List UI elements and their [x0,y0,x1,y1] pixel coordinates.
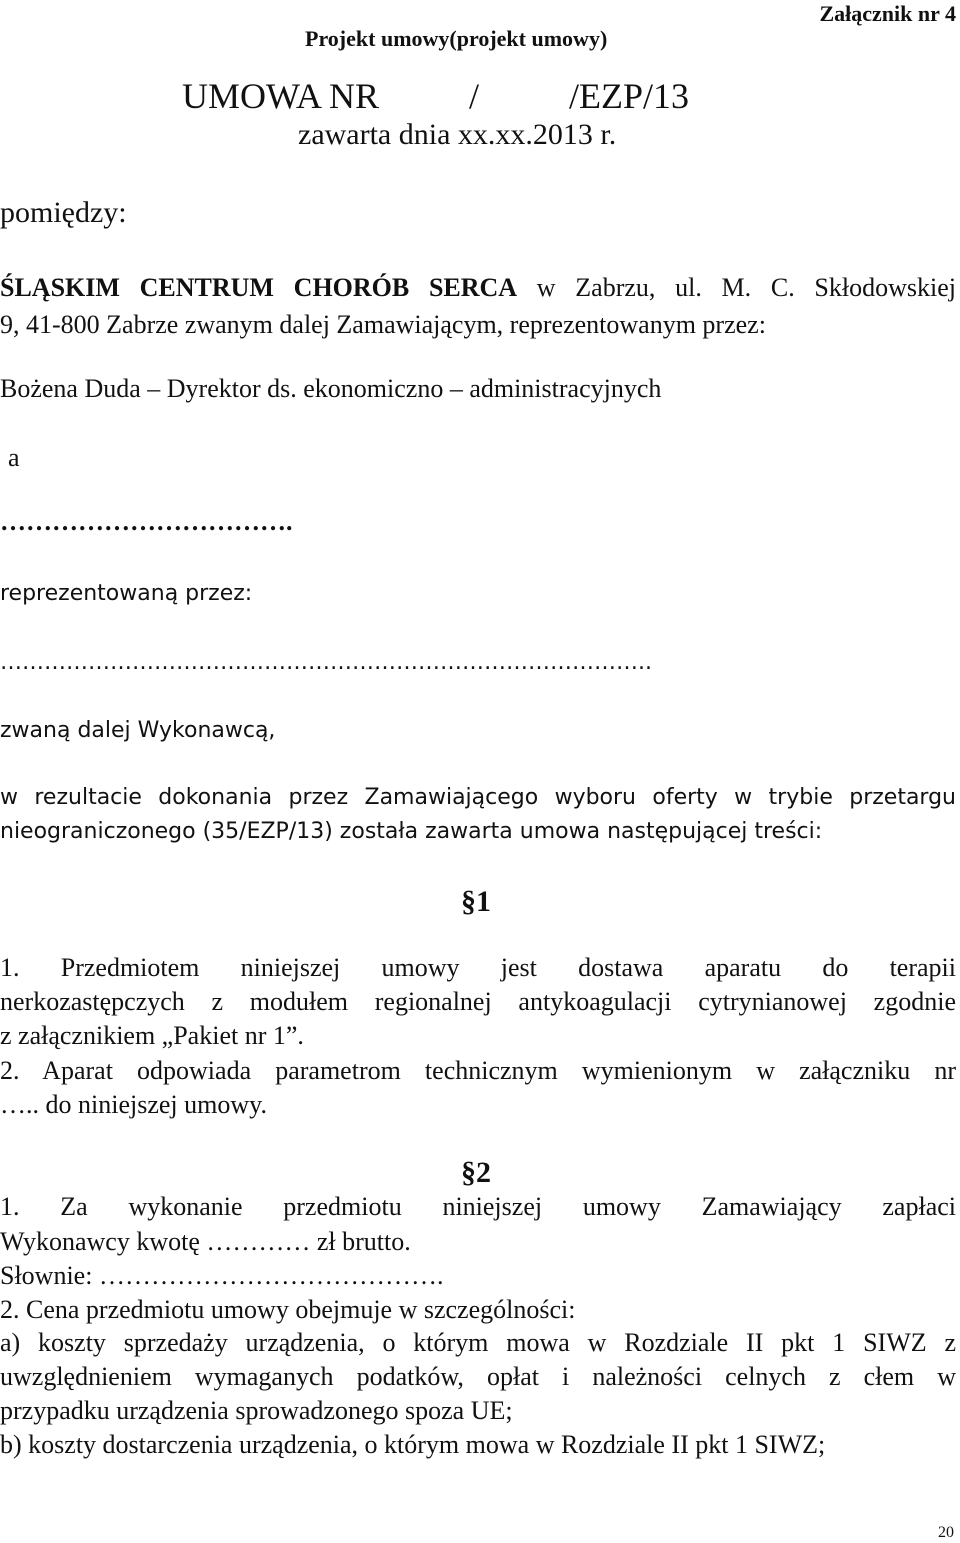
section-1-p2-line-2: ….. do niniejszej umowy. [0,1090,267,1119]
representative-placeholder: …………………………………………………………………………….. [0,650,652,675]
intro-line-2: nieograniczonego (35/EZP/13) została zawarta umowa następującej treści: [0,819,823,844]
employer-address-2: 9, 41-800 Zabrze zwanym dalej Zamawiającym, reprezentowanym przez: [0,310,766,339]
section-2-p1-line-3: Słownie: …………………………………. [0,1261,444,1290]
project-label: Projekt umowy(projekt umowy) [305,26,608,51]
contract-title: UMOWA NR / /EZP/13 [182,76,690,116]
attachment-label: Załącznik nr 4 [819,1,956,26]
employer-line-1 [0,273,956,303]
section-2-p1-line-1: 1. Za wykonanie przedmiotu niniejszej umowy Zamawiający zapłaci [0,1192,956,1221]
section-2-item-a-line-1: a) koszty sprzedaży urządzenia, o którym mowa w Rozdziale II pkt 1 SIWZ z [0,1328,956,1357]
employer-name: ŚLĄSKIM CENTRUM CHORÓB SERCA [0,273,518,302]
contractor-label: zwaną dalej Wykonawcą, [0,718,276,743]
section-1-p1-line-1: 1. Przedmiotem niniejszej umowy jest dostawa aparatu do terapii [0,953,956,982]
section-1-heading: §1 [461,885,491,918]
intro-line-1: w rezultacie dokonania przez Zamawiającego wyboru oferty w trybie przetargu [0,785,956,810]
section-2-p1-line-2: Wykonawcy kwotę ………… zł brutto. [0,1227,411,1256]
between-label: pomiędzy: [0,196,127,229]
section-2-item-a-line-2: uwzględnieniem wymaganych podatków, opłat i należności celnych z cłem w [0,1362,956,1391]
and-label: a [8,443,20,472]
contractor-placeholder: ……………………………. [0,507,293,536]
section-2-heading: §2 [461,1156,491,1189]
section-2-item-a-line-3: przypadku urządzenia sprowadzonego spoza UE; [0,1396,513,1425]
section-2-p2-line-1: 2. Cena przedmiotu umowy obejmuje w szczególności: [0,1295,576,1324]
section-1-p1-line-2: nerkozastępczych z modułem regionalnej antykoagulacji cytrynianowej zgodnie [0,987,956,1016]
employer-address-1: w Zabrzu, ul. M. C. Skłodowskiej [536,273,956,302]
page-number: 20 [938,1524,954,1541]
section-1-p2-line-1: 2. Aparat odpowiada parametrom technicznym wymienionym w załączniku nr [0,1056,956,1085]
employer-representative: Bożena Duda – Dyrektor ds. ekonomiczno – administracyjnych [0,374,662,403]
section-2-item-b-line-1: b) koszty dostarczenia urządzenia, o którym mowa w Rozdziale II pkt 1 SIWZ; [0,1430,826,1459]
contract-date: zawarta dnia xx.xx.2013 r. [298,118,617,151]
represented-by-label: reprezentowaną przez: [0,581,253,606]
section-1-p1-line-3: z załącznikiem „Pakiet nr 1”. [0,1021,304,1050]
